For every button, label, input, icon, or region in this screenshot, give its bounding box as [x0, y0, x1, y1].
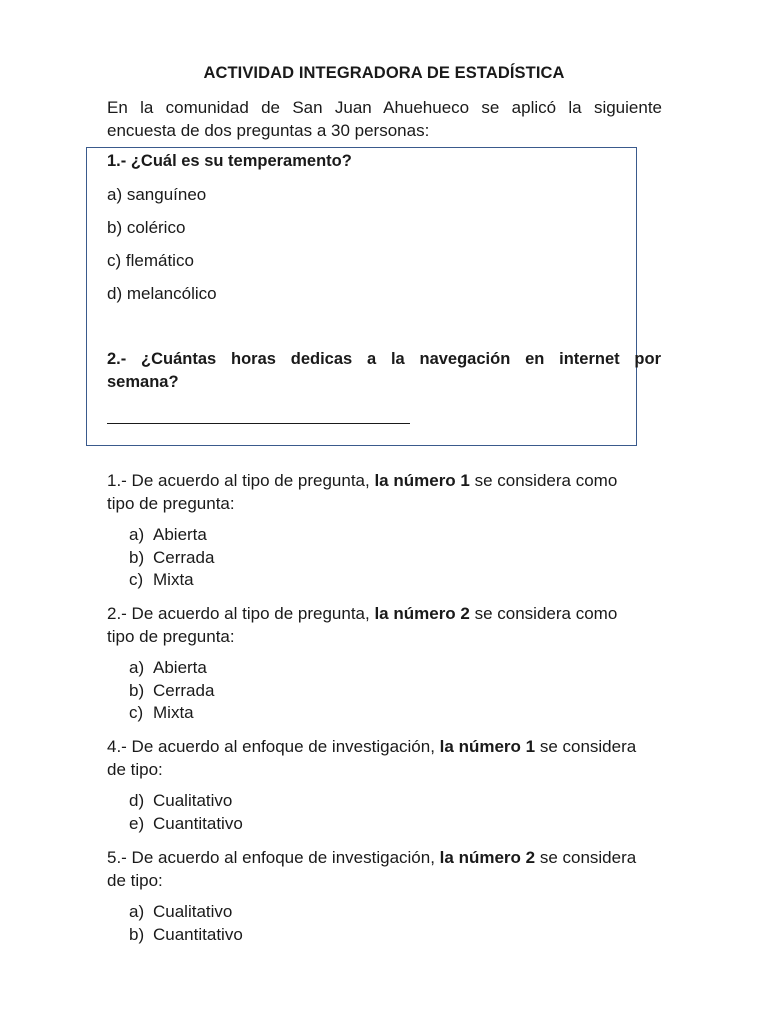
answer-text: Cualitativo — [153, 902, 233, 921]
answer-option — [129, 569, 214, 592]
answer-text: Cuantitativo — [153, 924, 243, 944]
question-bold: la número 1 — [439, 737, 536, 756]
question-item — [107, 469, 667, 515]
answer-text: Abierta — [153, 525, 207, 544]
question-item — [107, 735, 667, 781]
survey-question-2-line-2: semana? — [107, 373, 179, 391]
question-bold: la número 1 — [374, 471, 470, 490]
question-suffix: se considera como — [469, 471, 618, 490]
answer-option — [129, 702, 214, 725]
question-suffix: se considera — [535, 848, 637, 867]
answer-option — [129, 547, 214, 570]
intro-paragraph — [107, 96, 662, 142]
question-prefix: 4.- De acuerdo al enfoque de investigación, — [107, 737, 440, 756]
question-item — [107, 846, 667, 892]
answer-text: Abierta — [153, 658, 207, 677]
question-suffix: se considera como — [469, 604, 618, 623]
question-bold: la número 2 — [439, 848, 536, 867]
answer-letter: d) — [129, 791, 145, 810]
survey-option: a) sanguíneo — [107, 185, 207, 204]
answer-letter: b) — [129, 547, 145, 567]
answer-list — [129, 790, 243, 835]
question-prefix: 1.- De acuerdo al tipo de pregunta, — [107, 471, 375, 490]
answer-text: Cualitativo — [153, 791, 233, 810]
survey-option: c) flemático — [107, 251, 194, 270]
answer-option — [129, 524, 214, 547]
answer-letter: e) — [129, 813, 145, 833]
question-line-2: de tipo: — [107, 871, 163, 890]
question-prefix: 2.- De acuerdo al tipo de pregunta, — [107, 604, 375, 623]
answer-text: Mixta — [153, 703, 194, 722]
document-title: ACTIVIDAD INTEGRADORA DE ESTADÍSTICA — [203, 64, 565, 82]
answer-letter: b) — [129, 924, 145, 944]
answer-text: Cerrada — [153, 680, 215, 700]
answer-letter: a) — [129, 658, 145, 677]
survey-question-2 — [107, 348, 661, 394]
answer-list — [129, 524, 214, 592]
answer-letter: a) — [129, 902, 145, 921]
question-bold: la número 2 — [374, 604, 470, 623]
question-prefix: 5.- De acuerdo al enfoque de investigación, — [107, 848, 440, 867]
answer-list — [129, 901, 243, 946]
answer-letter: a) — [129, 525, 145, 544]
answer-option — [129, 657, 214, 680]
survey-option: d) melancólico — [107, 284, 217, 303]
answer-option — [129, 790, 243, 813]
answer-blank-line — [107, 423, 410, 424]
answer-letter: c) — [129, 703, 144, 722]
question-suffix: se considera — [535, 737, 637, 756]
answer-list — [129, 657, 214, 725]
answer-letter: c) — [129, 570, 144, 589]
answer-text: Mixta — [153, 570, 194, 589]
answer-option — [129, 680, 214, 703]
answer-text: Cerrada — [153, 547, 215, 567]
survey-question-2-line-1: 2.- ¿Cuántas horas dedicas a la navegación en internet por — [107, 350, 661, 368]
question-line-2: tipo de pregunta: — [107, 494, 235, 513]
answer-letter: b) — [129, 680, 145, 700]
answer-text: Cuantitativo — [153, 813, 243, 833]
question-line-2: tipo de pregunta: — [107, 627, 235, 646]
intro-line-1: En la comunidad de San Juan Ahuehueco se aplicó la siguiente — [107, 98, 662, 117]
answer-option — [129, 924, 243, 947]
intro-line-2: encuesta de dos preguntas a 30 personas: — [107, 121, 430, 140]
survey-option: b) colérico — [107, 218, 186, 237]
question-line-2: de tipo: — [107, 760, 163, 779]
answer-option — [129, 813, 243, 836]
survey-question-1: 1.- ¿Cuál es su temperamento? — [107, 152, 352, 170]
answer-option — [129, 901, 243, 924]
question-item — [107, 602, 667, 648]
